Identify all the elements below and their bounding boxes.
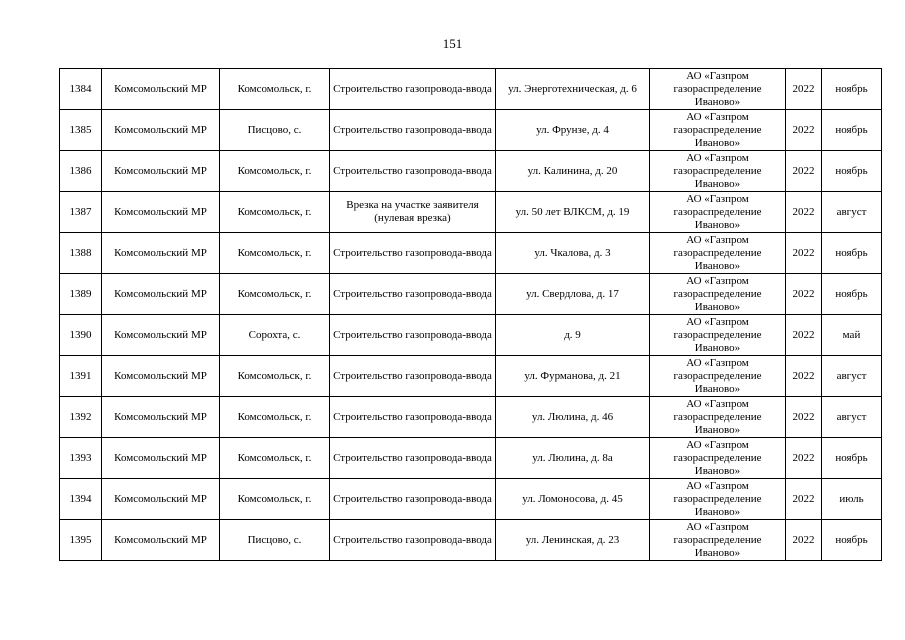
table-row xyxy=(60,151,882,192)
cell-year: 2022 xyxy=(786,397,822,438)
cell-year: 2022 xyxy=(786,315,822,356)
table-row xyxy=(60,110,882,151)
cell-district: Комсомольский МР xyxy=(102,274,220,315)
cell-district: Комсомольский МР xyxy=(102,438,220,479)
cell-work-type: Строительство газопровода-ввода xyxy=(330,438,496,479)
cell-org: АО «Газпром газораспределение Иваново» xyxy=(650,438,786,479)
cell-district: Комсомольский МР xyxy=(102,520,220,561)
cell-work-type: Строительство газопровода-ввода xyxy=(330,274,496,315)
cell-num: 1390 xyxy=(60,315,102,356)
cell-work-type: Строительство газопровода-ввода xyxy=(330,315,496,356)
cell-locality: Сорохта, с. xyxy=(220,315,330,356)
cell-work-type: Строительство газопровода-ввода xyxy=(330,69,496,110)
cell-num: 1384 xyxy=(60,69,102,110)
table-row xyxy=(60,233,882,274)
cell-year: 2022 xyxy=(786,233,822,274)
cell-district: Комсомольский МР xyxy=(102,479,220,520)
cell-org: АО «Газпром газораспределение Иваново» xyxy=(650,479,786,520)
cell-year: 2022 xyxy=(786,69,822,110)
cell-month: ноябрь xyxy=(822,438,882,479)
cell-address: ул. Свердлова, д. 17 xyxy=(496,274,650,315)
cell-month: ноябрь xyxy=(822,151,882,192)
cell-org: АО «Газпром газораспределение Иваново» xyxy=(650,397,786,438)
cell-address: ул. Ломоносова, д. 45 xyxy=(496,479,650,520)
cell-address: ул. Люлина, д. 46 xyxy=(496,397,650,438)
cell-district: Комсомольский МР xyxy=(102,233,220,274)
cell-address: ул. 50 лет ВЛКСМ, д. 19 xyxy=(496,192,650,233)
cell-district: Комсомольский МР xyxy=(102,192,220,233)
cell-org: АО «Газпром газораспределение Иваново» xyxy=(650,192,786,233)
cell-address: ул. Калинина, д. 20 xyxy=(496,151,650,192)
cell-work-type: Строительство газопровода-ввода xyxy=(330,110,496,151)
cell-work-type: Строительство газопровода-ввода xyxy=(330,479,496,520)
cell-month: ноябрь xyxy=(822,233,882,274)
cell-org: АО «Газпром газораспределение Иваново» xyxy=(650,69,786,110)
table-row xyxy=(60,356,882,397)
cell-locality: Комсомольск, г. xyxy=(220,479,330,520)
cell-num: 1395 xyxy=(60,520,102,561)
cell-num: 1392 xyxy=(60,397,102,438)
cell-org: АО «Газпром газораспределение Иваново» xyxy=(650,110,786,151)
cell-work-type: Строительство газопровода-ввода xyxy=(330,151,496,192)
cell-district: Комсомольский МР xyxy=(102,110,220,151)
cell-year: 2022 xyxy=(786,356,822,397)
cell-num: 1391 xyxy=(60,356,102,397)
table-row xyxy=(60,479,882,520)
cell-month: ноябрь xyxy=(822,274,882,315)
cell-address: ул. Фурманова, д. 21 xyxy=(496,356,650,397)
cell-address: ул. Энерготехническая, д. 6 xyxy=(496,69,650,110)
cell-district: Комсомольский МР xyxy=(102,69,220,110)
table-row xyxy=(60,438,882,479)
cell-locality: Комсомольск, г. xyxy=(220,274,330,315)
cell-locality: Комсомольск, г. xyxy=(220,69,330,110)
cell-org: АО «Газпром газораспределение Иваново» xyxy=(650,315,786,356)
cell-address: ул. Ленинская, д. 23 xyxy=(496,520,650,561)
cell-month: ноябрь xyxy=(822,69,882,110)
cell-num: 1385 xyxy=(60,110,102,151)
cell-year: 2022 xyxy=(786,520,822,561)
cell-year: 2022 xyxy=(786,192,822,233)
cell-num: 1388 xyxy=(60,233,102,274)
cell-month: август xyxy=(822,356,882,397)
cell-locality: Комсомольск, г. xyxy=(220,397,330,438)
cell-num: 1386 xyxy=(60,151,102,192)
cell-org: АО «Газпром газораспределение Иваново» xyxy=(650,520,786,561)
cell-address: д. 9 xyxy=(496,315,650,356)
table-row xyxy=(60,397,882,438)
cell-locality: Писцово, с. xyxy=(220,110,330,151)
cell-org: АО «Газпром газораспределение Иваново» xyxy=(650,151,786,192)
cell-address: ул. Люлина, д. 8а xyxy=(496,438,650,479)
cell-month: август xyxy=(822,397,882,438)
cell-district: Комсомольский МР xyxy=(102,397,220,438)
page-number: 151 xyxy=(442,36,463,51)
cell-locality: Комсомольск, г. xyxy=(220,151,330,192)
cell-work-type: Строительство газопровода-ввода xyxy=(330,356,496,397)
cell-num: 1389 xyxy=(60,274,102,315)
cell-work-type: Строительство газопровода-ввода xyxy=(330,233,496,274)
cell-year: 2022 xyxy=(786,274,822,315)
table-row xyxy=(60,192,882,233)
cell-org: АО «Газпром газораспределение Иваново» xyxy=(650,274,786,315)
cell-locality: Писцово, с. xyxy=(220,520,330,561)
cell-work-type: Строительство газопровода-ввода xyxy=(330,520,496,561)
cell-num: 1393 xyxy=(60,438,102,479)
cell-num: 1394 xyxy=(60,479,102,520)
cell-year: 2022 xyxy=(786,151,822,192)
cell-locality: Комсомольск, г. xyxy=(220,233,330,274)
cell-locality: Комсомольск, г. xyxy=(220,192,330,233)
table-row xyxy=(60,315,882,356)
table-body xyxy=(60,69,882,561)
cell-org: АО «Газпром газораспределение Иваново» xyxy=(650,356,786,397)
cell-district: Комсомольский МР xyxy=(102,356,220,397)
cell-address: ул. Чкалова, д. 3 xyxy=(496,233,650,274)
cell-work-type: Строительство газопровода-ввода xyxy=(330,397,496,438)
cell-month: июль xyxy=(822,479,882,520)
cell-month: ноябрь xyxy=(822,110,882,151)
cell-org: АО «Газпром газораспределение Иваново» xyxy=(650,233,786,274)
cell-month: август xyxy=(822,192,882,233)
cell-num: 1387 xyxy=(60,192,102,233)
table-row xyxy=(60,274,882,315)
cell-district: Комсомольский МР xyxy=(102,151,220,192)
cell-year: 2022 xyxy=(786,479,822,520)
cell-year: 2022 xyxy=(786,438,822,479)
cell-month: ноябрь xyxy=(822,520,882,561)
cell-locality: Комсомольск, г. xyxy=(220,356,330,397)
table-row xyxy=(60,69,882,110)
gasification-table xyxy=(59,68,882,561)
cell-work-type: Врезка на участке заявителя (нулевая врезка) xyxy=(330,192,496,233)
cell-address: ул. Фрунзе, д. 4 xyxy=(496,110,650,151)
cell-district: Комсомольский МР xyxy=(102,315,220,356)
cell-locality: Комсомольск, г. xyxy=(220,438,330,479)
table-row xyxy=(60,520,882,561)
cell-year: 2022 xyxy=(786,110,822,151)
cell-month: май xyxy=(822,315,882,356)
